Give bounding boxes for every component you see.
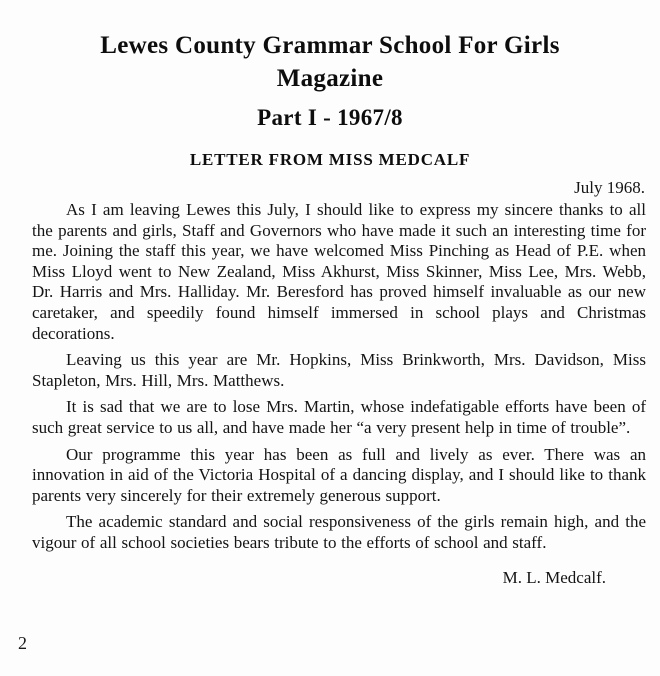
page-number: 2 [18, 633, 27, 653]
letter-paragraph: Leaving us this year are Mr. Hopkins, Miss Brinkworth, Mrs. Davidson, Miss Stapleton, Mrs. Hill, Mrs. Matthews. [32, 350, 646, 390]
magazine-title-line-1: Lewes County Grammar School For Girls [100, 32, 560, 59]
magazine-title-line-2: Magazine [276, 65, 384, 92]
letter-paragraph: It is sad that we are to lose Mrs. Martin, whose indefatigable efforts have been of such great service to us all, and have made her “a very present help in time of trouble”. [32, 397, 646, 437]
letter-dateline: July 1968. [574, 178, 645, 197]
letter-paragraph: Our programme this year has been as full and lively as ever. There was an innovation in aid of the Victoria Hospital of a dancing display, and I should like to thank parents very sincerely for their extremely generous support. [32, 444, 646, 505]
letter-paragraph: The academic standard and social responsiveness of the girls remain high, and the vigour of all school societies bears tribute to the efforts of school and staff. [32, 512, 646, 552]
magazine-issue-line: Part I - 1967/8 [257, 105, 403, 130]
article-heading: LETTER FROM MISS MEDCALF [189, 150, 471, 169]
letter-body [0, 200, 660, 554]
masthead [0, 0, 660, 136]
letter-signature: M. L. Medcalf. [502, 567, 606, 587]
letter-paragraph: As I am leaving Lewes this July, I should like to express my sincere thanks to all the parents and girls, Staff and Governors who have made it such an interesting time for me. Joining the staff this year, we have welcomed Miss Pinching as Head of P.E. when Miss Lloyd went to New Zealand, Miss Akhurst, Miss Skinner, Miss Lee, Mrs. Webb, Dr. Harris and Mrs. Halliday. Mr. Beresford has proved himself invaluable as our new caretaker, and speedily found himself immersed in school plays and Christmas decorations. [32, 200, 646, 343]
